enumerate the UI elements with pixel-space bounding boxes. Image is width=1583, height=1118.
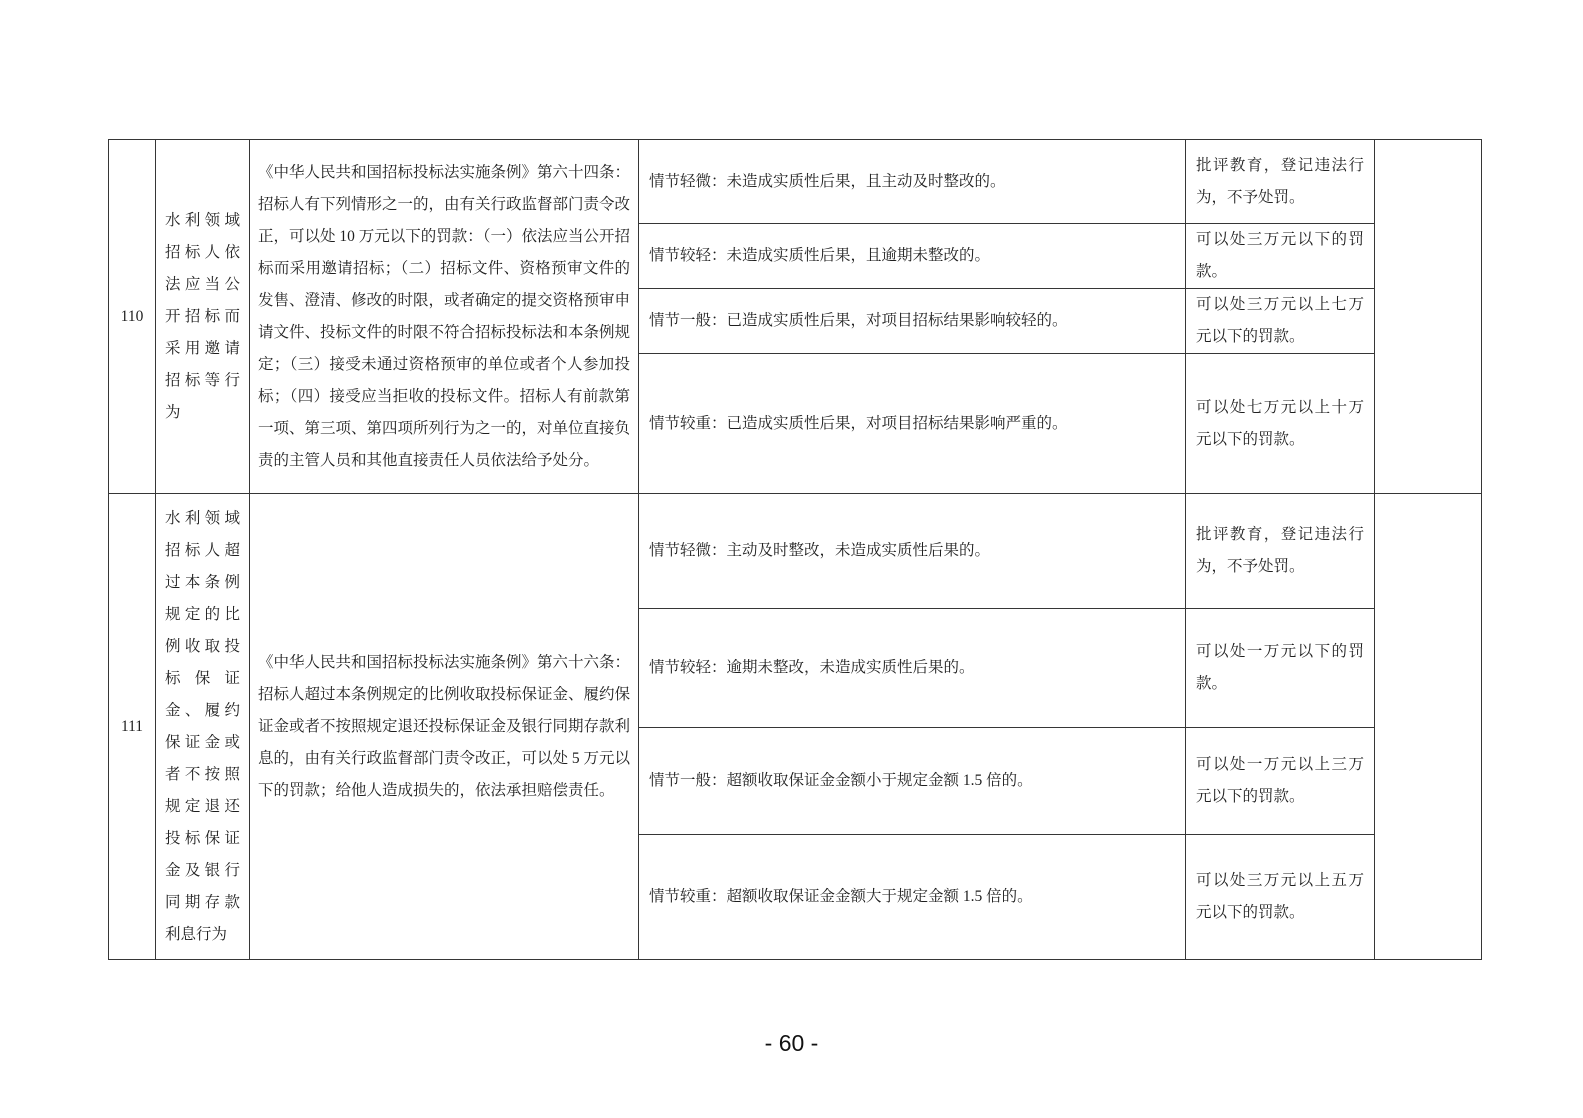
row-number-cell bbox=[109, 494, 155, 959]
sub-row bbox=[639, 494, 1374, 608]
severity-text: 情节较轻：未造成实质性后果，且逾期未整改的。 bbox=[649, 247, 991, 264]
severity-penalty-group bbox=[638, 494, 1374, 959]
severity-text: 情节轻微：主动及时整改，未造成实质性后果的。 bbox=[649, 542, 991, 559]
penalty-text: 可以处三万元以上七万元以下的罚款。 bbox=[1196, 296, 1364, 345]
remark-cell-empty bbox=[1374, 494, 1481, 959]
penalty-cell bbox=[1185, 728, 1374, 834]
sub-row bbox=[639, 608, 1374, 727]
severity-text: 情节一般：已造成实质性后果，对项目招标结果影响较轻的。 bbox=[649, 312, 1068, 329]
severity-text: 情节一般：超额收取保证金金额小于规定金额 1.5 倍的。 bbox=[649, 772, 1033, 789]
severity-text: 情节较重：超额收取保证金金额大于规定金额 1.5 倍的。 bbox=[649, 888, 1033, 905]
severity-cell bbox=[639, 289, 1185, 353]
penalty-text: 可以处七万元以上十万元以下的罚款。 bbox=[1196, 398, 1364, 448]
severity-cell bbox=[639, 354, 1185, 493]
severity-cell bbox=[639, 494, 1185, 608]
penalty-cell bbox=[1185, 140, 1374, 223]
severity-cell bbox=[639, 835, 1185, 959]
remark-cell-empty bbox=[1374, 140, 1481, 493]
penalty-cell bbox=[1185, 609, 1374, 727]
sub-row bbox=[639, 140, 1374, 223]
sub-row bbox=[639, 727, 1374, 834]
severity-cell bbox=[639, 728, 1185, 834]
sub-row bbox=[639, 353, 1374, 493]
row-number: 110 bbox=[120, 307, 144, 325]
penalty-text: 可以处三万元以下的罚款。 bbox=[1196, 231, 1364, 280]
sub-row bbox=[639, 834, 1374, 959]
severity-cell bbox=[639, 140, 1185, 223]
penalty-text: 批评教育，登记违法行为，不予处罚。 bbox=[1196, 526, 1364, 575]
severity-cell bbox=[639, 609, 1185, 727]
behavior-cell bbox=[155, 494, 249, 959]
penalty-cell bbox=[1185, 494, 1374, 608]
severity-text: 情节轻微：未造成实质性后果，且主动及时整改的。 bbox=[649, 172, 1006, 190]
severity-cell bbox=[639, 224, 1185, 288]
page-number: - 60 - bbox=[764, 1030, 819, 1056]
penalty-text: 可以处三万元以上五万元以下的罚款。 bbox=[1196, 872, 1364, 921]
severity-text: 情节较重：已造成实质性后果，对项目招标结果影响严重的。 bbox=[649, 414, 1068, 432]
penalty-discretion-table bbox=[108, 139, 1482, 960]
row-number: 111 bbox=[120, 717, 144, 735]
row-number-cell bbox=[109, 140, 155, 493]
behavior-cell bbox=[155, 140, 249, 493]
penalty-cell bbox=[1185, 289, 1374, 353]
penalty-cell bbox=[1185, 835, 1374, 959]
penalty-cell bbox=[1185, 224, 1374, 288]
behavior-text: 水利领域招标人依法应当公开招标而采用邀请招标等行为 bbox=[165, 211, 240, 421]
penalty-cell bbox=[1185, 354, 1374, 493]
legal-basis-cell bbox=[249, 140, 638, 493]
legal-basis-cell bbox=[249, 494, 638, 959]
severity-penalty-group bbox=[638, 140, 1374, 493]
sub-row bbox=[639, 288, 1374, 353]
table-row-111 bbox=[109, 493, 1481, 959]
legal-basis-text: 《中华人民共和国招标投标法实施条例》第六十四条：招标人有下列情形之一的，由有关行政监督部门责令改正，可以处 10 万元以下的罚款：（一）依法应当公开招标而采用邀请招标；（二）招标文件、资格预审文件的发售、澄清、修改的时限，或者确定的提交资格预审申请文件、投标文件的时限不符合招标投标法和本条例规定；（三）接受未通过资格预审的单位或者个人参加投标；（四）接受应当拒收的投标文件。招标人有前款第一项、第三项、第四项所列行为之一的，对单位直接负责的主管人员和其他直接责任人员依法给予处分。 bbox=[258, 163, 631, 469]
table-row-110 bbox=[109, 140, 1481, 493]
penalty-text: 可以处一万元以上三万元以下的罚款。 bbox=[1196, 756, 1364, 805]
penalty-text: 批评教育，登记违法行为，不予处罚。 bbox=[1196, 156, 1364, 206]
behavior-text: 水利领域招标人超过本条例规定的比例收取投标保证金、履约保证金或者不按照规定退还投标保证金及银行同期存款利息行为 bbox=[165, 509, 240, 943]
legal-basis-text: 《中华人民共和国招标投标法实施条例》第六十六条：招标人超过本条例规定的比例收取投标保证金、履约保证金或者不按照规定退还投标保证金及银行同期存款利息的，由有关行政监督部门责令改正，可以处 5 万元以下的罚款；给他人造成损失的，依法承担赔偿责任。 bbox=[258, 653, 631, 799]
penalty-text: 可以处一万元以下的罚款。 bbox=[1196, 643, 1364, 692]
sub-row bbox=[639, 223, 1374, 288]
severity-text: 情节较轻：逾期未整改，未造成实质性后果的。 bbox=[649, 659, 975, 676]
